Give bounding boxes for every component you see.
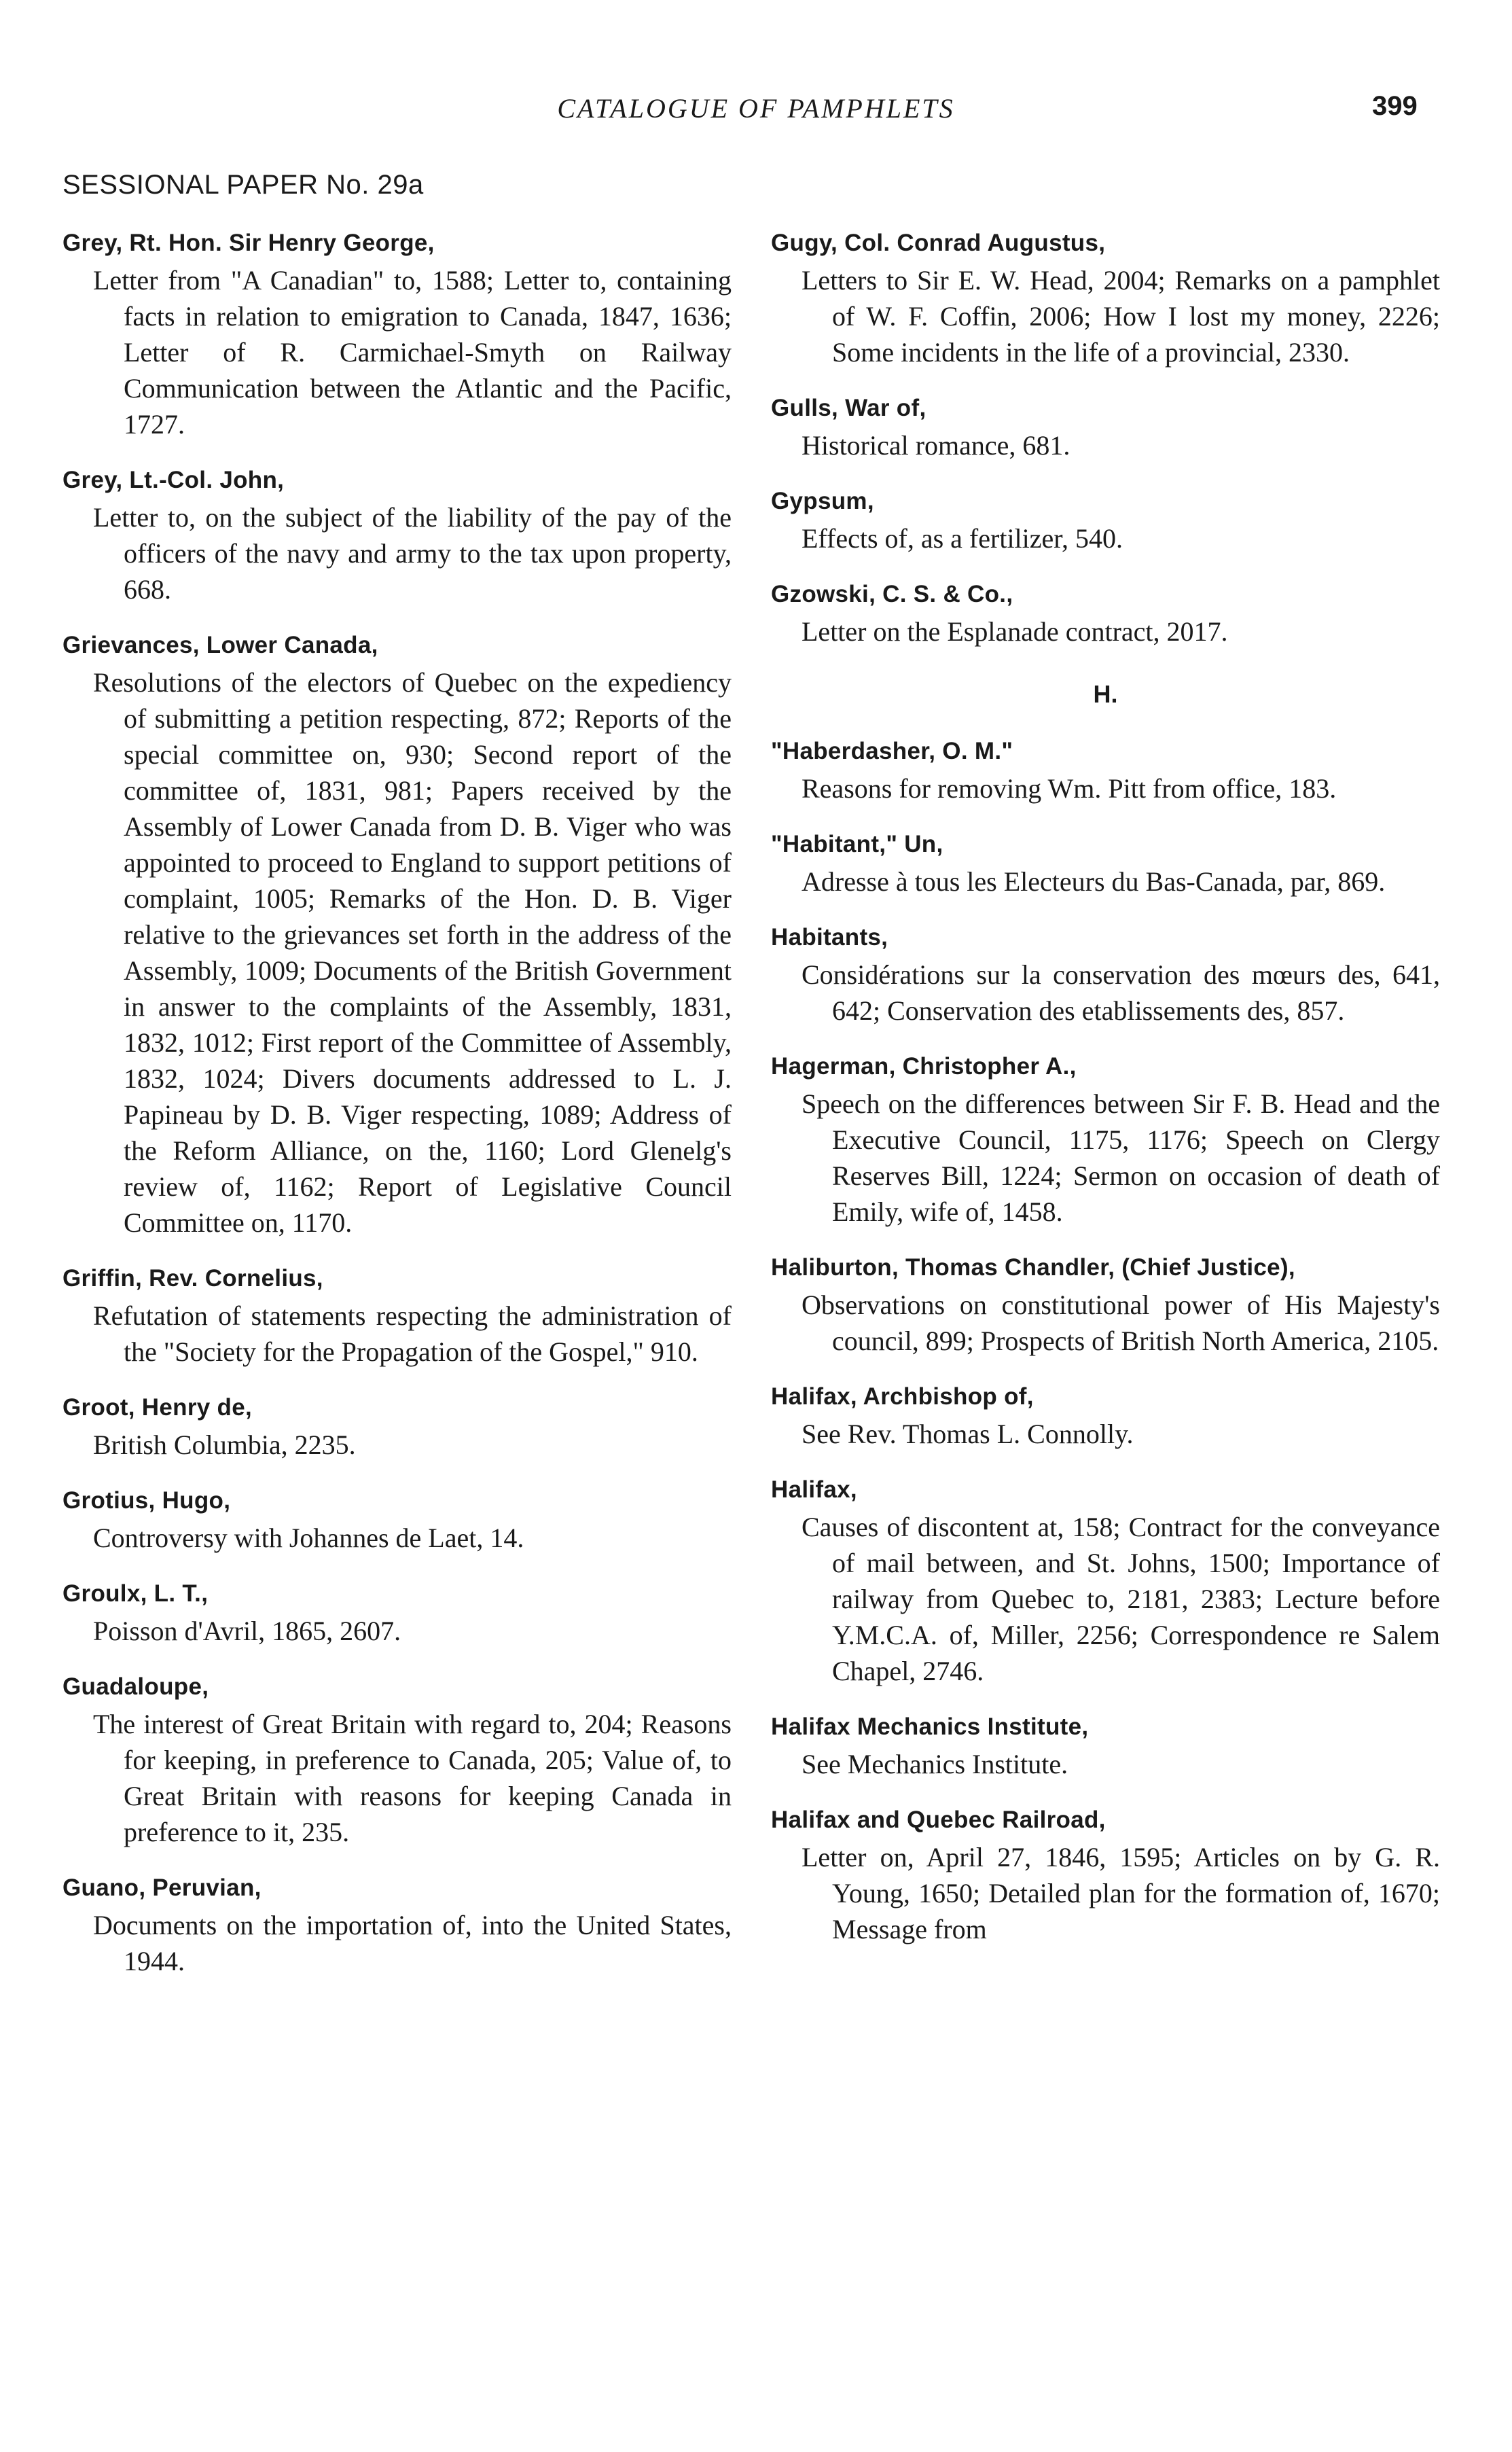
entry-text: Letter on the Esplanade contract, 2017. — [802, 616, 1228, 647]
entry-heading: Halifax and Quebec Railroad, — [771, 1807, 1106, 1833]
entry-heading: Grey, Rt. Hon. Sir Henry George, — [62, 230, 435, 256]
sessional-paper-label: SESSIONAL PAPER No. 29a — [62, 170, 424, 200]
index-entry — [771, 827, 1440, 900]
entry-heading: Hagerman, Christopher A., — [771, 1053, 1077, 1080]
entry-text: Effects of, as a fertilizer, 540. — [802, 523, 1123, 554]
index-entry — [62, 1390, 732, 1463]
entry-heading: Grey, Lt.-Col. John, — [62, 467, 285, 493]
entry-text: See Mechanics Institute. — [802, 1749, 1068, 1779]
running-title: CATALOGUE OF PAMPHLETS — [557, 93, 955, 124]
page-number: 399 — [1372, 91, 1418, 121]
entry-text: Causes of discontent at, 158; Contract for the conveyance of mail between, and St. Johns, 1500; Importance of railway from Quebec to, 2181, 2383; Lecture before Y.M.C.A. of, Miller, 2256; Correspondence re Salem Chapel, 2746. — [802, 1512, 1440, 1686]
entry-heading: Gugy, Col. Conrad Augustus, — [771, 230, 1106, 256]
entry-heading: Halifax, Archbishop of, — [771, 1383, 1034, 1410]
entry-text: Speech on the differences between Sir F. B. Head and the Executive Council, 1175, 1176; Speech on Clergy Reserves Bill, 1224; Sermon on occasion of death of Emily, wife of, 1458. — [802, 1088, 1440, 1227]
index-entry — [771, 1379, 1440, 1452]
entry-text: Letter from "A Canadian" to, 1588; Letter to, containing facts in relation to emigration to Canada, 1847, 1636; Letter of R. Carmichael-Smyth on Railway Communication between the Atlantic and the Pacific, 1727. — [93, 265, 732, 440]
index-entry — [771, 1250, 1440, 1359]
index-entry — [62, 463, 732, 607]
left-column — [62, 226, 732, 2000]
entry-heading: Guadaloupe, — [62, 1673, 209, 1700]
index-entry — [771, 920, 1440, 1029]
entry-text: Adresse à tous les Electeurs du Bas-Canada, par, 869. — [802, 866, 1386, 897]
entry-heading: Groot, Henry de, — [62, 1394, 253, 1421]
index-entry — [62, 1669, 732, 1850]
index-entry — [62, 1870, 732, 1979]
entry-heading: Grotius, Hugo, — [62, 1487, 231, 1514]
entry-text: Letters to Sir E. W. Head, 2004; Remarks on a pamphlet of W. F. Coffin, 2006; How I lost my money, 2226; Some incidents in the life of a provincial, 2330. — [802, 265, 1440, 368]
index-entry — [62, 1261, 732, 1370]
index-entry — [62, 226, 732, 442]
index-entry — [771, 226, 1440, 370]
entry-text: Observations on constitutional power of His Majesty's council, 899; Prospects of British North America, 2105. — [802, 1290, 1440, 1356]
entry-heading: Haliburton, Thomas Chandler, (Chief Justice), — [771, 1254, 1295, 1281]
entry-text: Resolutions of the electors of Quebec on the expediency of submitting a petition respecting, 872; Reports of the special committee on, 930; Second report of the committee of, 1831, 981; Papers received by the Assembly of Lower Canada from D. B. Viger who was appointed to proceed to England to support petitions of complaint, 1005; Remarks of the Hon. D. B. Viger relative to the grievances set forth in the address of the Assembly, 1009; Documents of the British Government in answer to the complaints of the Assembly, 1831, 1832, 1012; First report of the Committee of Assembly, 1832, 1024; Divers documents addressed to L. J. Papineau by D. B. Viger respecting, 1089; Address of the Reform Alliance, on the, 1160; Lord Glenelg's review of, 1162; Report of Legislative Council Committee on, 1170. — [93, 667, 732, 1238]
entry-text: Reasons for removing Wm. Pitt from office, 183. — [802, 773, 1337, 804]
entry-heading: Gzowski, C. S. & Co., — [771, 581, 1013, 607]
entry-text: Letter on, April 27, 1846, 1595; Articles on by G. R. Young, 1650; Detailed plan for the formation of, 1670; Message from — [802, 1842, 1440, 1944]
entry-heading: Gypsum, — [771, 488, 874, 514]
entry-text: British Columbia, 2235. — [93, 1429, 356, 1460]
entry-text: See Rev. Thomas L. Connolly. — [802, 1419, 1134, 1449]
section-letter-h: H. — [1093, 680, 1118, 708]
index-entry — [771, 577, 1440, 650]
entry-heading: Gulls, War of, — [771, 395, 926, 421]
entry-text: Historical romance, 681. — [802, 430, 1070, 461]
entry-heading: Griffin, Rev. Cornelius, — [62, 1265, 323, 1292]
index-entry — [771, 1802, 1440, 1947]
index-entry — [62, 628, 732, 1241]
entry-heading: Halifax Mechanics Institute, — [771, 1713, 1089, 1740]
entry-text: Poisson d'Avril, 1865, 2607. — [93, 1616, 401, 1646]
index-entry — [771, 734, 1440, 806]
entry-text: The interest of Great Britain with regard to, 204; Reasons for keeping, in preference to Canada, 205; Value of, to Great Britain with reasons for keeping Canada in preference to it, 235. — [93, 1709, 732, 1847]
index-entry — [771, 1709, 1440, 1782]
index-entry — [62, 1576, 732, 1649]
entry-heading: Grievances, Lower Canada, — [62, 632, 378, 658]
entry-heading: "Habitant," Un, — [771, 831, 943, 857]
entry-text: Refutation of statements respecting the administration of the "Society for the Propagation of the Gospel," 910. — [93, 1300, 732, 1367]
entry-heading: Groulx, L. T., — [62, 1580, 209, 1607]
entry-heading: "Haberdasher, O. M." — [771, 738, 1013, 764]
entry-heading: Halifax, — [771, 1476, 857, 1503]
entry-text: Considérations sur la conservation des mœurs des, 641, 642; Conservation des etablissements des, 857. — [802, 959, 1440, 1026]
entry-text: Letter to, on the subject of the liability of the pay of the officers of the navy and army to the tax upon property, 668. — [93, 502, 732, 605]
right-column — [771, 226, 1440, 1968]
index-entry — [771, 391, 1440, 463]
index-entry — [771, 484, 1440, 556]
entry-heading: Habitants, — [771, 924, 888, 950]
index-entry — [771, 1049, 1440, 1230]
index-entry — [62, 1483, 732, 1556]
entry-heading: Guano, Peruvian, — [62, 1874, 262, 1901]
entry-text: Documents on the importation of, into the United States, 1944. — [93, 1910, 732, 1976]
entry-text: Controversy with Johannes de Laet, 14. — [93, 1523, 524, 1553]
index-entry — [771, 1472, 1440, 1689]
